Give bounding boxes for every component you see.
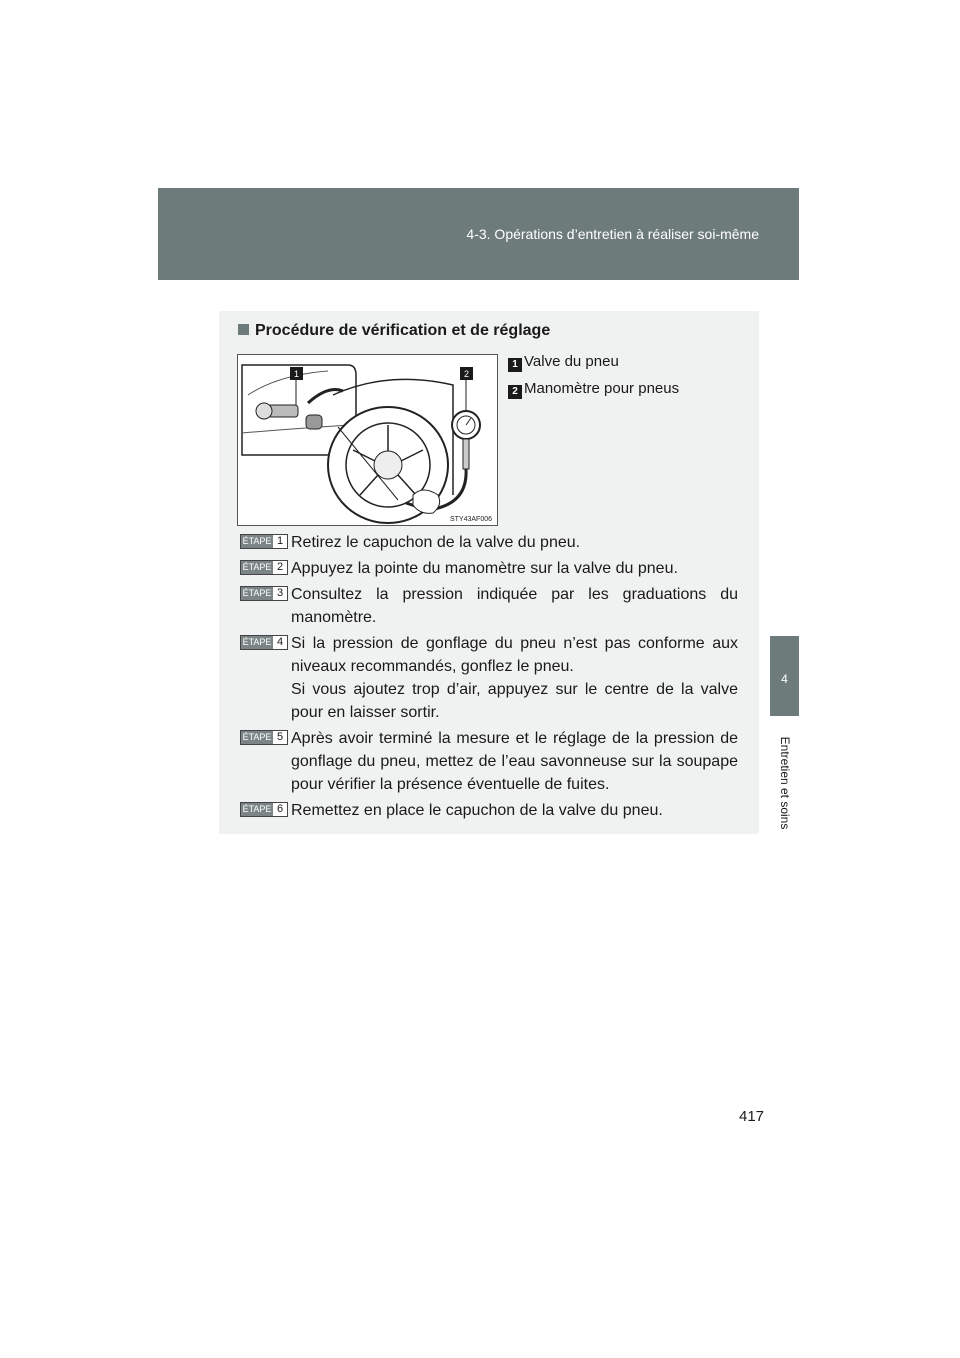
chapter-header-bar <box>158 188 799 280</box>
step-item <box>240 531 738 554</box>
chapter-title: 4-3. Opérations d’entretien à réaliser soi-même <box>466 226 759 242</box>
step-badge <box>240 635 288 650</box>
chapter-side-label-text: Entretien et soins <box>778 736 792 830</box>
step-badge-label: ÉTAPE <box>242 562 272 572</box>
square-bullet-icon <box>238 324 249 335</box>
callout-legend <box>508 348 679 402</box>
callout-label: Valve du pneu <box>524 353 619 370</box>
figure-code: STY43AF006 <box>449 516 492 523</box>
step-item <box>240 557 738 580</box>
step-number: 6 <box>276 803 284 815</box>
step-badge <box>240 560 288 575</box>
svg-text:1: 1 <box>293 369 300 379</box>
chapter-side-label <box>770 716 799 851</box>
step-text: Consultez la pression indiquée par les graduations du manomètre. <box>291 586 738 626</box>
step-badge <box>240 534 288 549</box>
section-heading-text: Procédure de vérification et de réglage <box>255 322 551 339</box>
step-text: Retirez le capuchon de la valve du pneu. <box>291 534 581 551</box>
step-badge-label: ÉTAPE <box>242 637 272 647</box>
chapter-tab-number: 4 <box>781 672 788 686</box>
step-number: 3 <box>276 587 284 599</box>
step-text: Remettez en place le capuchon de la valve du pneu. <box>291 802 663 819</box>
step-badge-label: ÉTAPE <box>242 732 272 742</box>
section-heading <box>238 322 550 340</box>
step-number: 4 <box>276 636 284 648</box>
step-badge <box>240 586 288 601</box>
svg-text:2: 2 <box>463 369 470 379</box>
step-item <box>240 632 738 724</box>
callout-number: 1 <box>508 358 522 372</box>
step-text: Si la pression de gonflage du pneu n’est pas conforme aux niveaux recommandés, gonflez le pneu. <box>291 635 738 675</box>
callout-item <box>508 375 679 402</box>
tire-gauge-illustration <box>237 354 498 526</box>
step-number: 1 <box>276 535 284 547</box>
callout-label: Manomètre pour pneus <box>524 380 680 397</box>
step-badge-label: ÉTAPE <box>242 804 272 814</box>
step-item <box>240 799 738 822</box>
step-number: 2 <box>276 561 284 573</box>
step-item <box>240 727 738 796</box>
step-number: 5 <box>276 731 284 743</box>
step-text-note: Si vous ajoutez trop d’air, appuyez sur le centre de la valve pour en laisser sortir. <box>291 681 738 721</box>
chapter-tab <box>770 636 799 716</box>
callout-number: 2 <box>508 385 522 399</box>
step-list <box>240 531 738 825</box>
step-text: Après avoir terminé la mesure et le réglage de la pression de gonflage du pneu, mettez de l’eau savonneuse sur la soupape pour vérifier la présence éventuelle de fuites. <box>291 730 738 793</box>
step-badge <box>240 730 288 745</box>
illustration-drawing <box>238 355 497 525</box>
step-text: Appuyez la pointe du manomètre sur la valve du pneu. <box>291 560 678 577</box>
step-item <box>240 583 738 629</box>
page-number: 417 <box>739 1108 765 1125</box>
step-badge-label: ÉTAPE <box>242 588 272 598</box>
step-badge <box>240 802 288 817</box>
callout-item <box>508 348 679 375</box>
step-badge-label: ÉTAPE <box>242 536 272 546</box>
procedure-panel <box>219 311 759 834</box>
